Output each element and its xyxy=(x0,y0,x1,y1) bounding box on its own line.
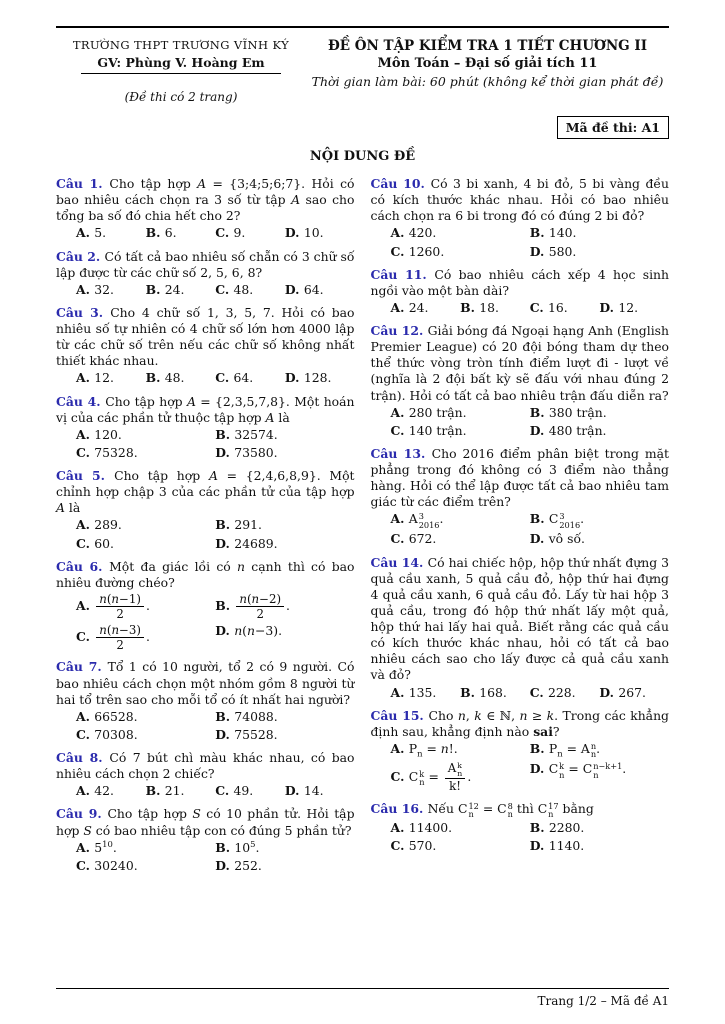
option-label: B. xyxy=(145,281,165,297)
answer-option: D. 73580. xyxy=(215,444,278,460)
question-number: Câu 10. xyxy=(370,176,431,191)
question-text: Câu 15. Cho n, k ∈ ℕ, n ≥ k. Trong các khẳng định sau, khẳng định nào sai? xyxy=(370,707,669,739)
options-grid xyxy=(371,300,670,316)
answer-option: D. 128. xyxy=(284,370,332,386)
answer-option: B. 140. xyxy=(529,225,577,241)
options-grid xyxy=(56,370,355,386)
answer-option: A. 289. xyxy=(76,517,122,533)
option-label: D. xyxy=(215,444,235,460)
answer-option: D. 480 trận. xyxy=(529,422,607,438)
question xyxy=(56,659,355,743)
option-label: C. xyxy=(390,422,409,438)
answer-option: A. $P_n = n$!. xyxy=(390,740,458,759)
option-label: D. xyxy=(284,783,304,799)
option-label: D. xyxy=(284,370,304,386)
footer xyxy=(56,988,669,1008)
option-label: D. xyxy=(529,531,549,547)
answer-option: C. 64. xyxy=(215,370,254,386)
question xyxy=(371,708,670,794)
question-number: Câu 4. xyxy=(56,393,106,409)
option-label: A. xyxy=(390,819,409,835)
options-grid xyxy=(56,517,355,551)
question-text: Câu 1. Cho tập hợp A = {3;4;5;6;7}. Hỏi có bao nhiêu cách chọn ra 3 số từ tập A sao cho tổng ba số đó chia hết cho 2? xyxy=(56,176,355,224)
option-label: A. xyxy=(76,598,95,613)
option-label: C. xyxy=(76,535,95,551)
option-label: B. xyxy=(529,740,549,756)
question-text: Câu 2. Có tất cả bao nhiêu số chẵn có 3 chữ số lập được từ các chữ số 2, 5, 6, 8? xyxy=(56,248,355,280)
option-label: B. xyxy=(215,426,235,442)
answer-option: D. 10. xyxy=(284,225,324,241)
answer-option: B. 74088. xyxy=(215,708,278,724)
question-number: Câu 15. xyxy=(370,707,429,723)
question xyxy=(56,559,355,653)
answer-option: B. 21. xyxy=(145,783,185,799)
teacher-underline xyxy=(81,73,281,74)
answer-option: A. 5. xyxy=(76,225,107,241)
answer-option: D. 24689. xyxy=(215,535,278,551)
answer-option: A. $\frac{n(n-1)}{2}$ . xyxy=(76,591,150,621)
option-label: B. xyxy=(215,517,235,533)
answer-option: B. $P_n = A$ n n . xyxy=(529,740,601,760)
option-label: C. xyxy=(390,837,409,853)
exam-duration: Thời gian làm bài: 60 phút (không kể thời gian phát đề) xyxy=(311,74,664,89)
option-label: B. xyxy=(460,299,480,315)
question-text: Câu 4. Cho tập hợp A = {2,3,5,7,8}. Một hoán vị của các phần tử thuộc tập hợp A là xyxy=(56,393,355,425)
option-label: C. xyxy=(529,299,549,315)
question-number: Câu 16. xyxy=(370,800,428,816)
option-label: C. xyxy=(76,444,95,460)
column-left xyxy=(56,176,355,881)
option-label: C. xyxy=(76,857,95,873)
answer-option: C. 9. xyxy=(215,225,246,241)
answer-option: A. 12. xyxy=(76,370,114,386)
question-text: Câu 3. Cho 4 chữ số 1, 3, 5, 7. Hỏi có bao nhiêu số tự nhiên có 4 chữ số lớn hơn 4000 lập từ các chữ số trên nếu các chữ số không nhất thiết khác nhau. xyxy=(56,304,355,369)
answer-option: C. 1260. xyxy=(390,243,445,259)
question-text: Câu 9. Cho tập hợp S có 10 phần tử. Hỏi tập hợp S có bao nhiêu tập con có đúng 5 phần tử? xyxy=(56,806,355,838)
answer-option: C. 30240. xyxy=(76,857,138,873)
options-grid xyxy=(56,282,355,298)
option-label: A. xyxy=(76,281,95,297)
answer-option: C. $\frac{n(n-3)}{2}$ . xyxy=(76,623,150,653)
option-label: A. xyxy=(76,517,95,533)
answer-option: A. A 3 2016 . xyxy=(390,511,444,530)
question xyxy=(56,394,355,462)
answer-option: C. 75328. xyxy=(76,444,138,460)
option-label: D. xyxy=(284,225,304,241)
option-label: C. xyxy=(215,281,234,297)
question-number: Câu 11. xyxy=(370,266,435,282)
option-label: D. xyxy=(284,281,304,297)
question-number: Câu 9. xyxy=(56,806,108,822)
question xyxy=(371,176,670,260)
question xyxy=(56,806,355,874)
option-label: C. xyxy=(215,783,234,799)
option-label: A. xyxy=(76,426,95,442)
question-number: Câu 1. xyxy=(56,176,110,191)
answer-option: D. 64. xyxy=(284,281,324,297)
page-number: Trang 1/2 – Mã đề A1 xyxy=(537,994,669,1008)
answer-option: D. vô số. xyxy=(529,531,585,547)
option-label: C. xyxy=(390,243,409,259)
options-grid xyxy=(371,225,670,259)
option-label: C. xyxy=(529,684,549,700)
option-label: B. xyxy=(145,225,165,241)
question-text: Câu 11. Có bao nhiêu cách xếp 4 học sinh ngồi vào một bàn dài? xyxy=(370,266,669,298)
option-label: A. xyxy=(76,370,95,386)
option-label: C. xyxy=(390,768,409,784)
options-grid xyxy=(56,783,355,799)
question-number: Câu 6. xyxy=(56,558,110,574)
exam-subject: Môn Toán – Đại số giải tích 11 xyxy=(377,56,598,71)
header xyxy=(56,38,669,104)
answer-option: A. 11400. xyxy=(390,819,453,835)
answer-option: D. n(n−3). xyxy=(215,623,283,639)
answer-option: A. 135. xyxy=(390,684,437,700)
option-label: A. xyxy=(390,740,409,756)
option-label: A. xyxy=(76,783,95,799)
option-label: D. xyxy=(215,623,235,639)
options-grid xyxy=(56,709,355,743)
options-grid xyxy=(371,511,670,547)
answer-option: B. 291. xyxy=(215,517,262,533)
option-label: A. xyxy=(76,708,95,724)
answer-option: A. 420. xyxy=(390,225,437,241)
question xyxy=(56,249,355,298)
answer-option: C. 672. xyxy=(390,531,437,547)
options-grid xyxy=(371,741,670,794)
option-label: C. xyxy=(390,531,409,547)
answer-option: B. 24. xyxy=(145,281,185,297)
question-number: Câu 8. xyxy=(56,750,110,765)
exam-code-row xyxy=(56,116,669,139)
option-label: D. xyxy=(215,726,235,742)
option-label: D. xyxy=(215,535,235,551)
answer-option: A. $5^{10}$. xyxy=(76,838,117,855)
answer-option: C. 70308. xyxy=(76,726,138,742)
question-number: Câu 3. xyxy=(56,304,111,320)
question-number: Câu 13. xyxy=(370,445,432,461)
answer-option: A. 280 trận. xyxy=(390,404,467,420)
answer-option: A. 42. xyxy=(76,783,114,799)
option-label: C. xyxy=(215,225,234,241)
option-label: B. xyxy=(529,511,549,527)
questions-area xyxy=(56,176,669,881)
answer-option: B. $\frac{n(n-2)}{2}$ . xyxy=(215,591,290,621)
option-label: A. xyxy=(390,684,409,700)
answer-option: B. C 3 2016 . xyxy=(529,511,585,530)
option-label: D. xyxy=(599,299,619,315)
option-label: B. xyxy=(215,839,235,855)
answer-option: B. 2280. xyxy=(529,819,585,835)
option-label: D. xyxy=(529,422,549,438)
option-label: B. xyxy=(215,598,235,613)
question-text: Câu 16. Nếu C 12 n = C 8 n thì C 17 n bằng xyxy=(370,800,594,820)
answer-option: B. 48. xyxy=(145,370,185,386)
option-label: A. xyxy=(390,299,409,315)
options-grid xyxy=(56,840,355,874)
options-grid xyxy=(371,685,670,701)
options-grid xyxy=(371,820,670,854)
option-label: C. xyxy=(215,370,234,386)
option-label: A. xyxy=(76,839,95,855)
option-label: D. xyxy=(215,857,235,873)
question xyxy=(371,446,670,548)
question xyxy=(56,176,355,242)
question xyxy=(371,801,670,854)
question-number: Câu 5. xyxy=(56,468,115,483)
answer-option: C. 140 trận. xyxy=(390,422,467,438)
options-grid xyxy=(56,427,355,461)
option-label: A. xyxy=(390,404,409,420)
answer-option: D. 75528. xyxy=(215,726,278,742)
header-left xyxy=(56,38,306,104)
question xyxy=(56,305,355,387)
question-text: Câu 8. Có 7 bút chì màu khác nhau, có bao nhiêu cách chọn 2 chiếc? xyxy=(56,750,355,782)
question-text: Câu 6. Một đa giác lồi có n cạnh thì có bao nhiêu đường chéo? xyxy=(56,558,355,590)
answer-option: C. 60. xyxy=(76,535,114,551)
answer-option: D. 580. xyxy=(529,243,577,259)
option-label: B. xyxy=(145,783,165,799)
option-label: C. xyxy=(76,726,95,742)
option-label: B. xyxy=(529,225,549,241)
option-label: B. xyxy=(145,370,165,386)
answer-option: A. 24. xyxy=(390,299,429,315)
option-label: B. xyxy=(529,404,549,420)
question-number: Câu 2. xyxy=(56,248,105,264)
question-text: Câu 14. Có hai chiếc hộp, hộp thứ nhất đựng 3 quả cầu xanh, 5 quả cầu đỏ, hộp thứ hai đựng 4 quả cầu xanh, 6 quả cầu đỏ. Lấy từ hai hộp 3 quả cầu, trong đó hộp thứ nhất lấy một quả, hộp thứ hai lấy hai quả. Biết rằng các quả cầu có kích thước khác nhau, hỏi có tất cả bao nhiêu cách sao cho lấy được cả quả cầu xanh và đỏ? xyxy=(370,554,669,683)
question-text: Câu 10. Có 3 bi xanh, 4 bi đỏ, 5 bi vàng đều có kích thước khác nhau. Hỏi có bao nhiêu cách chọn ra 6 bi trong đó có đúng 2 bi đỏ? xyxy=(370,176,669,224)
school-name: TRƯỜNG THPT TRƯƠNG VĨNH KÝ xyxy=(72,38,290,52)
option-label: D. xyxy=(529,243,549,259)
question-text: Câu 7. Tổ 1 có 10 người, tổ 2 có 9 người. Có bao nhiêu cách chọn một nhóm gồm 8 người từ hai tổ trên sao cho mỗi tổ có ít nhất hai người? xyxy=(56,659,355,707)
option-label: A. xyxy=(390,225,409,241)
option-label: B. xyxy=(460,684,480,700)
answer-option: C. 49. xyxy=(215,783,254,799)
option-label: D. xyxy=(529,761,549,777)
answer-option: C. 16. xyxy=(529,299,568,315)
question xyxy=(371,555,670,701)
footer-rule xyxy=(56,988,669,989)
option-label: A. xyxy=(76,225,95,241)
exam-title: ĐỀ ÔN TẬP KIỂM TRA 1 TIẾT CHƯƠNG II xyxy=(327,38,648,54)
answer-option: B. 380 trận. xyxy=(529,404,607,420)
exam-code-box: Mã đề thi: A1 xyxy=(557,116,669,139)
answer-option: A. 120. xyxy=(76,426,122,442)
question xyxy=(371,267,670,316)
options-grid xyxy=(56,225,355,241)
answer-option: D. C k n = C n−k+1 n . xyxy=(529,760,627,780)
option-label: C. xyxy=(76,629,95,645)
answer-option: B. 168. xyxy=(460,684,507,700)
question-text: Câu 5. Cho tập hợp A = {2,4,6,8,9}. Một chỉnh hợp chập 3 của các phần tử của tập hợp A là xyxy=(56,468,355,516)
option-label: A. xyxy=(390,511,409,527)
question-number: Câu 12. xyxy=(370,323,428,338)
option-label: D. xyxy=(599,684,619,700)
option-label: B. xyxy=(529,819,549,835)
question xyxy=(56,750,355,799)
question xyxy=(56,468,355,552)
exam-pages-note: (Đề thi có 2 trang) xyxy=(124,90,238,104)
answer-option: B. 6. xyxy=(145,225,177,241)
question-text: Câu 13. Cho 2016 điểm phân biệt trong mặt phẳng trong đó không có 3 điểm nào thẳng hàng. Hỏi có thể lập được tất cả bao nhiêu tam giác từ các điểm trên? xyxy=(370,445,669,510)
question-text: Câu 12. Giải bóng đá Ngoại hạng Anh (English Premier League) có 20 đội bóng tham dự theo thể thức vòng tròn tính điểm lượt đi - lượt về (nghĩa là 2 đội bất kỳ sẽ đấu với nhau đúng 2 trận). Hỏi có tất cả bao nhiêu trận đấu diễn ra? xyxy=(370,323,669,403)
answer-option: B. 18. xyxy=(460,299,499,315)
question xyxy=(371,323,670,439)
option-label: D. xyxy=(529,837,549,853)
answer-option: A. 32. xyxy=(76,281,114,297)
answer-option: D. 1140. xyxy=(529,837,585,853)
answer-option: C. 570. xyxy=(390,837,437,853)
header-right xyxy=(306,38,669,104)
option-label: B. xyxy=(215,708,235,724)
options-grid xyxy=(371,405,670,439)
question-number: Câu 14. xyxy=(370,554,428,570)
column-right xyxy=(371,176,670,881)
answer-option: D. 267. xyxy=(599,684,646,700)
answer-option: B. $10^5$. xyxy=(215,838,260,855)
answer-option: A. 66528. xyxy=(76,708,138,724)
content-heading: NỘI DUNG ĐỀ xyxy=(309,149,416,164)
question-number: Câu 7. xyxy=(56,659,108,675)
answer-option: C. 228. xyxy=(529,684,576,700)
teacher-name: GV: Phùng V. Hoàng Em xyxy=(97,55,265,70)
options-grid xyxy=(56,592,355,653)
answer-option: B. 32574. xyxy=(215,426,278,442)
top-rule xyxy=(56,26,669,28)
answer-option: C. C k n = A k n k! . xyxy=(390,761,472,794)
answer-option: D. 12. xyxy=(599,299,639,315)
answer-option: D. 14. xyxy=(284,783,324,799)
answer-option: C. 48. xyxy=(215,281,254,297)
answer-option: D. 252. xyxy=(215,857,262,873)
